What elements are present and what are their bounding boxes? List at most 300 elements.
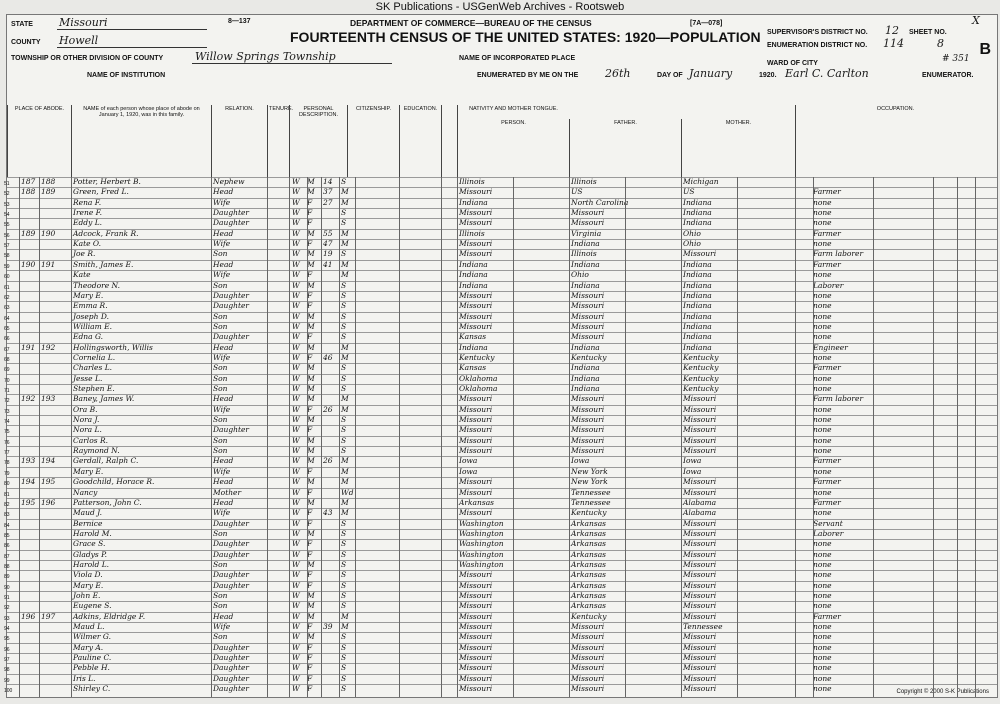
cell-sex: M xyxy=(307,363,315,373)
day-of-label: DAY OF xyxy=(657,72,683,79)
cell-birth: Missouri xyxy=(459,601,493,611)
cell-fbirth: Arkansas xyxy=(571,549,607,559)
county-label: COUNTY xyxy=(11,39,41,46)
cell-mbirth: Indiana xyxy=(683,259,712,269)
row-number: 84 xyxy=(4,522,10,529)
supervisor-value: 12 xyxy=(885,24,899,37)
cell-mbirth: Kentucky xyxy=(683,384,719,393)
cell-ms: Wd xyxy=(341,487,354,497)
cell-ms: M xyxy=(341,352,349,362)
cell-occ: none xyxy=(813,270,832,280)
cell-name: Iris L. xyxy=(73,673,96,683)
cell-rel: Head xyxy=(213,259,234,269)
cell-fbirth: Missouri xyxy=(571,653,605,663)
table-row xyxy=(4,570,997,581)
cell-fbirth: Missouri xyxy=(571,311,605,321)
cell-mbirth: Missouri xyxy=(683,601,717,611)
cell-name: Mary A. xyxy=(73,642,104,652)
cell-birth: Missouri xyxy=(459,187,493,197)
row-number: 97 xyxy=(4,657,10,664)
cell-rel: Son xyxy=(213,373,228,383)
cell-name: Carlos R. xyxy=(73,435,108,445)
cell-fam: 196 xyxy=(41,497,56,507)
cell-rel: Head xyxy=(213,394,234,404)
cell-birth: Missouri xyxy=(459,684,493,694)
cell-sex: F xyxy=(307,425,313,435)
row-number: 58 xyxy=(4,253,10,260)
col-education: EDUCATION. xyxy=(399,105,441,177)
cell-ms: M xyxy=(341,394,349,404)
column-divider xyxy=(873,177,874,697)
cell-age: 27 xyxy=(323,197,333,207)
table-row xyxy=(4,363,997,374)
cell-mbirth: Indiana xyxy=(683,301,712,311)
cell-race: W xyxy=(292,228,300,238)
cell-fbirth: Missouri xyxy=(571,435,605,445)
cell-birth: Iowa xyxy=(459,456,478,466)
cell-ms: S xyxy=(341,373,347,383)
cell-birth: Oklahoma xyxy=(459,384,498,393)
cell-age: 26 xyxy=(323,456,333,466)
row-number: 87 xyxy=(4,553,10,560)
cell-occ: none xyxy=(813,539,832,549)
row-number: 75 xyxy=(4,429,10,436)
cell-ms: S xyxy=(341,663,347,673)
cell-ms: M xyxy=(341,342,349,352)
cell-sex: M xyxy=(307,632,315,642)
cell-birth: Indiana xyxy=(459,270,488,280)
cell-mbirth: Missouri xyxy=(683,673,717,683)
cell-mbirth: Indiana xyxy=(683,280,712,290)
cell-rel: Daughter xyxy=(213,642,249,652)
state-underline xyxy=(57,29,207,30)
table-row xyxy=(4,591,997,601)
cell-fbirth: Missouri xyxy=(571,684,605,694)
cell-name: Edna G. xyxy=(73,332,104,342)
cell-sex: M xyxy=(307,373,315,383)
table-row xyxy=(4,559,997,570)
cell-fbirth: Missouri xyxy=(571,208,605,218)
cell-occ: Farmer xyxy=(813,477,841,487)
cell-race: W xyxy=(292,177,300,186)
cell-ms: S xyxy=(341,208,347,218)
cell-ms: S xyxy=(341,415,347,425)
cell-race: W xyxy=(292,218,300,228)
cell-ms: S xyxy=(341,363,347,373)
cell-fbirth: Kentucky xyxy=(571,508,607,518)
col-occupation: OCCUPATION. xyxy=(795,105,995,177)
cell-name: Eugene S. xyxy=(73,601,112,611)
cell-name: Pauline C. xyxy=(73,653,112,663)
table-row xyxy=(4,528,997,539)
column-divider xyxy=(975,177,976,697)
incorporated-label: NAME OF INCORPORATED PLACE xyxy=(459,55,576,62)
cell-dw: 188 xyxy=(21,187,36,197)
supervisor-label: SUPERVISOR'S DISTRICT NO. xyxy=(767,29,868,36)
cell-rel: Daughter xyxy=(213,580,249,590)
cell-race: W xyxy=(292,415,300,425)
cell-sex: M xyxy=(307,384,315,393)
cell-race: W xyxy=(292,208,300,218)
table-row xyxy=(4,301,997,312)
table-row xyxy=(4,456,997,467)
cell-occ: none xyxy=(813,601,832,611)
row-number: 100 xyxy=(4,688,13,695)
cell-fbirth: Illinois xyxy=(571,177,597,186)
row-number: 72 xyxy=(4,398,10,405)
cell-rel: Wife xyxy=(213,404,231,414)
cell-rel: Daughter xyxy=(213,663,249,673)
cell-race: W xyxy=(292,280,300,290)
cell-name: Rena F. xyxy=(73,197,102,207)
table-row xyxy=(4,208,997,219)
cell-rel: Son xyxy=(213,321,228,331)
cell-dw: 191 xyxy=(21,342,36,352)
table-row xyxy=(4,425,997,436)
table-row xyxy=(4,580,997,591)
cell-occ: Farmer xyxy=(813,363,841,373)
cell-name: John E. xyxy=(73,591,101,600)
column-divider xyxy=(19,177,20,697)
cell-mbirth: Missouri xyxy=(683,684,717,694)
cell-occ: Farm laborer xyxy=(813,394,864,404)
cell-race: W xyxy=(292,549,300,559)
row-number: 54 xyxy=(4,212,10,219)
cell-rel: Daughter xyxy=(213,332,249,342)
cell-rel: Wife xyxy=(213,508,231,518)
cell-name: Patterson, John C. xyxy=(73,497,142,507)
table-row xyxy=(4,622,997,633)
row-number: 99 xyxy=(4,677,10,684)
cell-birth: Indiana xyxy=(459,342,488,352)
cell-mbirth: Indiana xyxy=(683,321,712,331)
cell-sex: M xyxy=(307,342,315,352)
cell-ms: M xyxy=(341,508,349,518)
cell-mbirth: Indiana xyxy=(683,270,712,280)
row-number: 79 xyxy=(4,470,10,477)
cell-ms: M xyxy=(341,404,349,414)
cell-birth: Iowa xyxy=(459,466,478,476)
cell-occ: Laborer xyxy=(813,528,844,538)
census-rows xyxy=(4,177,997,697)
cell-fbirth: Iowa xyxy=(571,456,590,466)
column-divider xyxy=(625,177,626,697)
cell-fbirth: Indiana xyxy=(571,363,600,373)
table-row xyxy=(4,497,997,508)
cell-race: W xyxy=(292,570,300,580)
cell-occ: Farmer xyxy=(813,259,841,269)
column-divider xyxy=(267,177,268,697)
cell-race: W xyxy=(292,477,300,487)
cell-fbirth: Missouri xyxy=(571,425,605,435)
cell-rel: Daughter xyxy=(213,653,249,663)
cell-name: Mary E. xyxy=(73,580,104,590)
cell-occ: none xyxy=(813,218,832,228)
cell-birth: Missouri xyxy=(459,239,493,249)
cell-race: W xyxy=(292,601,300,611)
cell-birth: Missouri xyxy=(459,394,493,404)
cell-race: W xyxy=(292,384,300,393)
cell-ms: S xyxy=(341,591,347,600)
cell-race: W xyxy=(292,653,300,663)
cell-birth: Missouri xyxy=(459,218,493,228)
cell-ms: M xyxy=(341,622,349,632)
cell-mbirth: Missouri xyxy=(683,570,717,580)
cell-birth: Indiana xyxy=(459,280,488,290)
cell-dw: 196 xyxy=(21,611,36,621)
cell-dw: 190 xyxy=(21,259,36,269)
column-divider xyxy=(339,177,340,697)
cell-fam: 194 xyxy=(41,456,56,466)
cell-occ: none xyxy=(813,373,832,383)
row-number: 51 xyxy=(4,181,10,187)
cell-race: W xyxy=(292,373,300,383)
cell-birth: Missouri xyxy=(459,301,493,311)
cell-race: W xyxy=(292,425,300,435)
cell-mbirth: Missouri xyxy=(683,528,717,538)
cell-occ: none xyxy=(813,642,832,652)
copyright: Copyright © 2000 S-K Publications xyxy=(896,689,989,695)
cell-dw: 187 xyxy=(21,177,36,186)
cell-mbirth: Missouri xyxy=(683,404,717,414)
cell-race: W xyxy=(292,559,300,569)
township-label: TOWNSHIP OR OTHER DIVISION OF COUNTY xyxy=(11,55,164,62)
cell-sex: M xyxy=(307,528,315,538)
cell-age: 43 xyxy=(323,508,333,518)
cell-fbirth: Arkansas xyxy=(571,591,607,600)
column-divider xyxy=(289,177,290,697)
cell-occ: none xyxy=(813,384,832,393)
cell-ms: S xyxy=(341,446,347,456)
cell-occ: none xyxy=(813,208,832,218)
column-divider xyxy=(957,177,958,697)
cell-race: W xyxy=(292,611,300,621)
row-number: 74 xyxy=(4,419,10,426)
table-row xyxy=(4,642,997,653)
cell-fam: 193 xyxy=(41,394,56,404)
cell-race: W xyxy=(292,197,300,207)
table-row xyxy=(4,218,997,229)
cell-race: W xyxy=(292,311,300,321)
cell-birth: Indiana xyxy=(459,197,488,207)
cell-occ: Laborer xyxy=(813,280,844,290)
cell-age: 55 xyxy=(323,228,333,238)
department-title: DEPARTMENT OF COMMERCE—BUREAU OF THE CENSUS xyxy=(350,18,592,28)
table-row xyxy=(4,663,997,674)
ward-label: WARD OF CITY xyxy=(767,60,818,67)
cell-fbirth: Missouri xyxy=(571,332,605,342)
cell-race: W xyxy=(292,446,300,456)
cell-sex: F xyxy=(307,197,313,207)
cell-ms: S xyxy=(341,290,347,300)
row-number: 89 xyxy=(4,574,10,581)
cell-name: Baney, James W. xyxy=(73,394,135,404)
cell-name: Bernice xyxy=(73,518,103,528)
cell-dw: 194 xyxy=(21,477,36,487)
cell-mbirth: Missouri xyxy=(683,632,717,642)
enumerator-label: ENUMERATOR. xyxy=(922,72,974,79)
table-row xyxy=(4,611,997,622)
cell-name: Joseph D. xyxy=(73,311,109,321)
column-divider xyxy=(71,177,72,697)
table-row xyxy=(4,332,997,343)
cell-occ: none xyxy=(813,508,832,518)
row-number: 59 xyxy=(4,263,10,270)
cell-sex: M xyxy=(307,601,315,611)
cell-occ: none xyxy=(813,332,832,342)
cell-birth: Washington xyxy=(459,549,504,559)
enumerated-label: ENUMERATED BY ME ON THE xyxy=(477,72,579,79)
cell-name: Maud J. xyxy=(73,508,102,518)
row-number: 73 xyxy=(4,408,10,415)
enum-district-label: ENUMERATION DISTRICT NO. xyxy=(767,42,868,49)
cell-birth: Oklahoma xyxy=(459,373,498,383)
cell-dw: 195 xyxy=(21,497,36,507)
table-row xyxy=(4,239,997,250)
cell-race: W xyxy=(292,684,300,694)
cell-birth: Washington xyxy=(459,559,504,569)
cell-race: W xyxy=(292,435,300,445)
cell-race: W xyxy=(292,363,300,373)
cell-rel: Daughter xyxy=(213,570,249,580)
row-number: 78 xyxy=(4,460,10,467)
cell-birth: Washington xyxy=(459,539,504,549)
cell-race: W xyxy=(292,591,300,600)
cell-sex: F xyxy=(307,663,313,673)
cell-fam: 192 xyxy=(41,342,56,352)
cell-fbirth: Missouri xyxy=(571,663,605,673)
cell-name: William E. xyxy=(73,321,112,331)
cell-name: Eddy L. xyxy=(73,218,103,228)
cell-mbirth: Missouri xyxy=(683,435,717,445)
column-divider xyxy=(399,177,400,697)
cell-sex: F xyxy=(307,218,313,228)
cell-age: 37 xyxy=(323,187,333,197)
cell-ms: M xyxy=(341,456,349,466)
cell-race: W xyxy=(292,259,300,269)
cell-birth: Kentucky xyxy=(459,352,495,362)
cell-mbirth: Indiana xyxy=(683,218,712,228)
cell-birth: Missouri xyxy=(459,425,493,435)
cell-mbirth: Iowa xyxy=(683,466,702,476)
cell-occ: none xyxy=(813,290,832,300)
cell-mbirth: Missouri xyxy=(683,559,717,569)
cell-race: W xyxy=(292,497,300,507)
cell-birth: Indiana xyxy=(459,259,488,269)
cell-race: W xyxy=(292,528,300,538)
cell-fam: 189 xyxy=(41,187,56,197)
cell-occ: none xyxy=(813,632,832,642)
cell-occ: none xyxy=(813,301,832,311)
row-number: 96 xyxy=(4,646,10,653)
cell-fbirth: Indiana xyxy=(571,239,600,249)
column-divider xyxy=(39,177,40,697)
cell-race: W xyxy=(292,187,300,197)
cell-birth: Missouri xyxy=(459,477,493,487)
cell-name: Kate O. xyxy=(73,239,102,249)
col-tenure: TENURE. xyxy=(267,105,289,177)
cell-name: Nora J. xyxy=(73,415,100,425)
row-number: 93 xyxy=(4,615,10,622)
cell-mbirth: Indiana xyxy=(683,332,712,342)
cell-occ: none xyxy=(813,435,832,445)
table-row xyxy=(4,373,997,384)
row-number: 65 xyxy=(4,325,10,332)
cell-sex: F xyxy=(307,487,313,497)
cell-name: Mary E. xyxy=(73,290,104,300)
cell-birth: Missouri xyxy=(459,208,493,218)
table-row xyxy=(4,539,997,550)
cell-birth: Missouri xyxy=(459,404,493,414)
row-number: 86 xyxy=(4,543,10,550)
cell-race: W xyxy=(292,352,300,362)
sheet-letter: B xyxy=(979,41,991,58)
cell-birth: Missouri xyxy=(459,290,493,300)
cell-mbirth: Ohio xyxy=(683,239,701,249)
cell-sex: M xyxy=(307,611,315,621)
cell-name: Kate xyxy=(73,270,91,280)
row-number: 88 xyxy=(4,563,10,570)
cell-rel: Daughter xyxy=(213,290,249,300)
row-number: 57 xyxy=(4,243,10,250)
cell-rel: Head xyxy=(213,228,234,238)
column-divider xyxy=(457,177,458,697)
cell-fbirth: Missouri xyxy=(571,301,605,311)
cell-occ: none xyxy=(813,653,832,663)
row-number: 66 xyxy=(4,336,10,343)
table-row xyxy=(4,197,997,208)
cell-rel: Son xyxy=(213,446,228,456)
cell-occ: none xyxy=(813,487,832,497)
cell-mbirth: Missouri xyxy=(683,477,717,487)
cell-mbirth: Missouri xyxy=(683,611,717,621)
cell-rel: Head xyxy=(213,477,234,487)
col-relation: RELATION. xyxy=(211,105,267,177)
table-row xyxy=(4,435,997,446)
cell-occ: none xyxy=(813,446,832,456)
row-number: 82 xyxy=(4,501,10,508)
table-row xyxy=(4,177,997,187)
cell-fbirth: Arkansas xyxy=(571,601,607,611)
cell-age: 26 xyxy=(323,404,333,414)
cell-rel: Son xyxy=(213,559,228,569)
cell-rel: Daughter xyxy=(213,684,249,694)
cell-fam: 190 xyxy=(41,228,56,238)
cell-race: W xyxy=(292,663,300,673)
cell-occ: none xyxy=(813,321,832,331)
cell-ms: S xyxy=(341,435,347,445)
cell-birth: Illinois xyxy=(459,228,485,238)
cell-name: Stephen E. xyxy=(73,384,115,393)
cell-fam: 197 xyxy=(41,611,56,621)
cell-mbirth: Missouri xyxy=(683,446,717,456)
row-number: 53 xyxy=(4,201,10,208)
table-row xyxy=(4,415,997,426)
cell-occ: Farmer xyxy=(813,456,841,466)
cell-rel: Daughter xyxy=(213,208,249,218)
cell-sex: F xyxy=(307,549,313,559)
cell-birth: Missouri xyxy=(459,591,493,600)
cell-race: W xyxy=(292,632,300,642)
cell-ms: S xyxy=(341,653,347,663)
cell-ms: S xyxy=(341,321,347,331)
cell-rel: Son xyxy=(213,601,228,611)
table-row xyxy=(4,446,997,457)
stamp-number: # 351 xyxy=(942,54,970,64)
cell-rel: Daughter xyxy=(213,549,249,559)
cell-mbirth: Kentucky xyxy=(683,373,719,383)
cell-race: W xyxy=(292,239,300,249)
